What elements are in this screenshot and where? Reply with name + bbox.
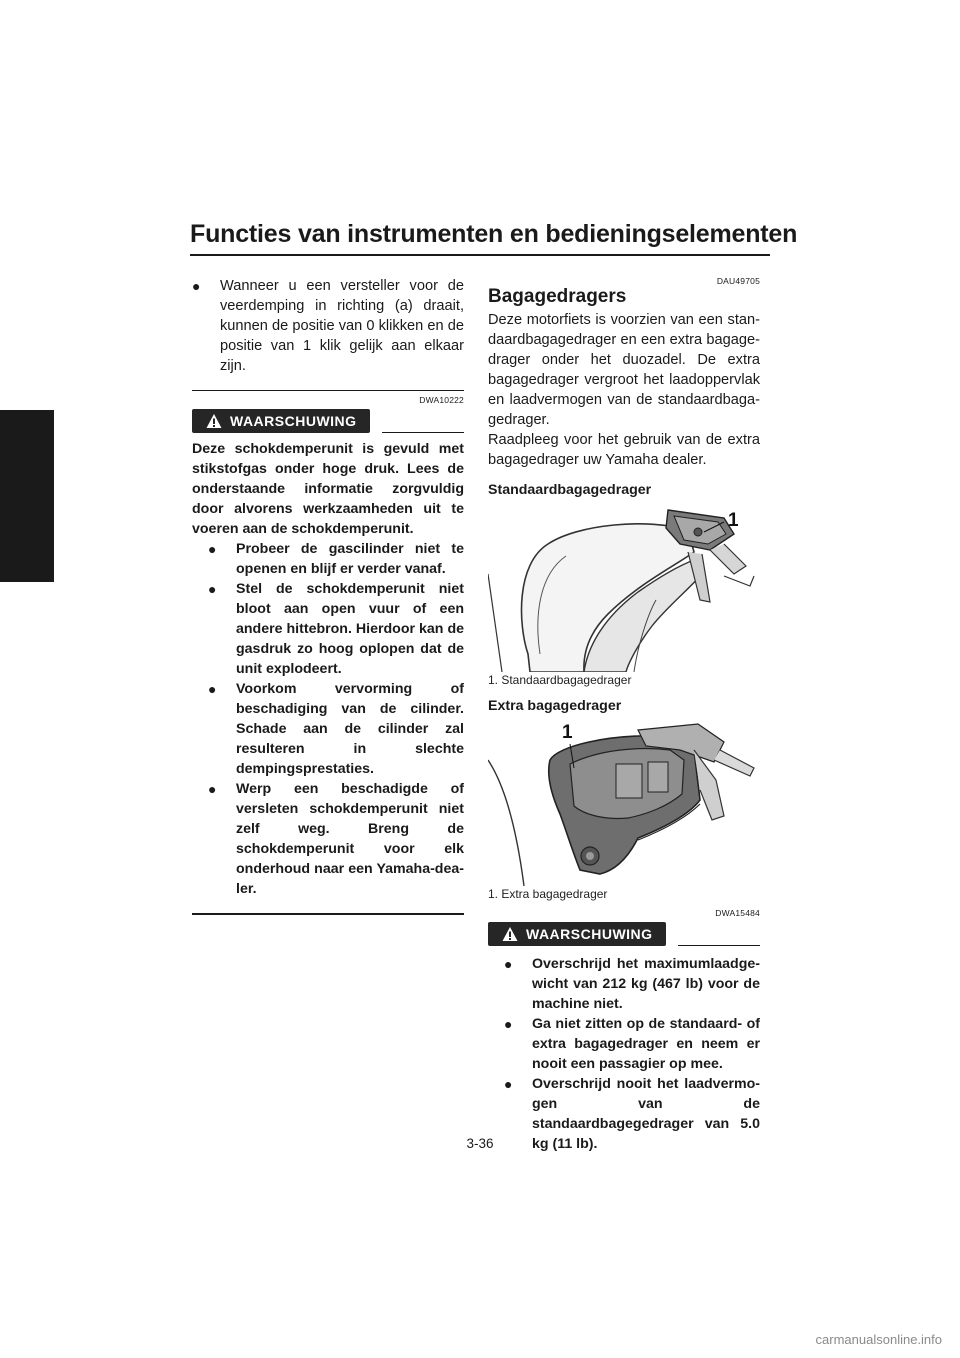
warning-code: DWA10222 bbox=[419, 395, 464, 405]
chapter-tab bbox=[0, 410, 54, 582]
section-paragraph: Raadpleeg voor het gebruik van de extra bagagedrager uw Yamaha dealer. bbox=[488, 432, 760, 468]
bullet-icon: ● bbox=[504, 956, 513, 972]
warning-label: WAARSCHUWING bbox=[230, 413, 357, 429]
bullet-icon: ● bbox=[192, 278, 201, 294]
warning-list bbox=[504, 954, 760, 1154]
warning-triangle-icon bbox=[206, 413, 222, 429]
bullet-icon: ● bbox=[504, 1016, 513, 1032]
extra-rack-illustration bbox=[488, 720, 760, 886]
page-header-title: Functies van instrumenten en bedieningselementen bbox=[190, 220, 798, 248]
right-column bbox=[488, 276, 760, 1154]
list-item: ● Overschrijd het maximumlaadgewicht van 212 kg (467 lb) voor de machine niet. bbox=[504, 956, 760, 1012]
list-item: ● Werp een beschadigde of versleten schokdemperunit niet zelf weg. Breng de schokdemperunit voor elk onderhoud naar een Yamaha-dealer. bbox=[208, 781, 464, 897]
warning-header-rule bbox=[678, 945, 760, 946]
section-title: Bagagedragers bbox=[488, 286, 627, 307]
figure-callout: 1 bbox=[562, 722, 573, 743]
figure-caption: 1. Standaardbagagedrager bbox=[488, 673, 632, 687]
watermark: carmanualsonline.info bbox=[815, 1332, 942, 1347]
bullet-icon: ● bbox=[504, 1076, 513, 1092]
bullet-icon: ● bbox=[208, 581, 217, 597]
bullet-icon: ● bbox=[208, 681, 217, 697]
bullet-icon: ● bbox=[208, 541, 217, 557]
figure-extra-rack bbox=[488, 720, 760, 886]
figure-standard-rack bbox=[488, 504, 760, 672]
chapter-number: 3 bbox=[28, 468, 39, 488]
list-item: ● Voorkom vervorming of beschadiging van de cilinder. Schade aan de cilinder zal resulteren in slechte dempingsprestaties. bbox=[208, 681, 464, 777]
warning-badge bbox=[488, 922, 666, 946]
intro-list bbox=[192, 276, 464, 376]
subsection-title-extra: Extra bagagedrager bbox=[488, 698, 622, 714]
figure-caption: 1. Extra bagagedrager bbox=[488, 887, 608, 901]
list-item: ● Overschrijd nooit het laadvermogen van de standaardbagegedrager van 5.0 kg (11 lb). bbox=[504, 1076, 760, 1152]
warning-end-rule bbox=[192, 913, 464, 915]
list-item: ● Ga niet zitten op de standaard- of extra bagagedrager en neem er nooit een passagier op mee. bbox=[504, 1016, 760, 1072]
warning-code: DWA15484 bbox=[715, 908, 760, 918]
warning-header-rule bbox=[382, 432, 464, 433]
warning-text: Deze schokdemperunit is gevuld met stikstofgas onder hoge druk. Lees de onderstaande informatie zorgvuldig door alvorens werkzaamheden uit te voeren aan de schokdemperunit. bbox=[192, 441, 464, 537]
warning-list bbox=[208, 539, 464, 899]
list-item: ● Wanneer u een versteller voor de veerdemping in richting (a) draait, kunnen de positie van 0 klikken en de positie van 1 klik gelijk aan elkaar zijn. bbox=[192, 278, 464, 374]
left-column bbox=[192, 276, 464, 915]
warning-triangle-icon bbox=[502, 926, 518, 942]
subsection-title-standard: Standaardbagagedrager bbox=[488, 482, 652, 498]
list-item: ● Probeer de gascilinder niet te openen en blijf er verder vanaf. bbox=[208, 541, 464, 577]
figure-callout: 1 bbox=[728, 510, 739, 531]
header-rule bbox=[190, 254, 770, 256]
section-paragraph: Deze motorfiets is voorzien van een standaardbagagedrager en een extra bagagedrager onder het duozadel. De extra bagagedrager vergroot het laadoppervlak en laadvermogen van de standaardbagagedrager. bbox=[488, 312, 760, 428]
warning-label: WAARSCHUWING bbox=[526, 926, 653, 942]
section-code: DAU49705 bbox=[716, 276, 760, 286]
warning-badge bbox=[192, 409, 370, 433]
page-number: 3-36 bbox=[466, 1136, 494, 1151]
bullet-icon: ● bbox=[208, 781, 217, 797]
warning-header bbox=[488, 922, 760, 946]
warning-header bbox=[192, 409, 464, 433]
list-item: ● Stel de schokdemperunit niet bloot aan open vuur of een andere hittebron. Hierdoor kan de gasdruk zo hoog oplopen dat de unit explodeert. bbox=[208, 581, 464, 677]
standard-rack-illustration bbox=[488, 504, 760, 672]
